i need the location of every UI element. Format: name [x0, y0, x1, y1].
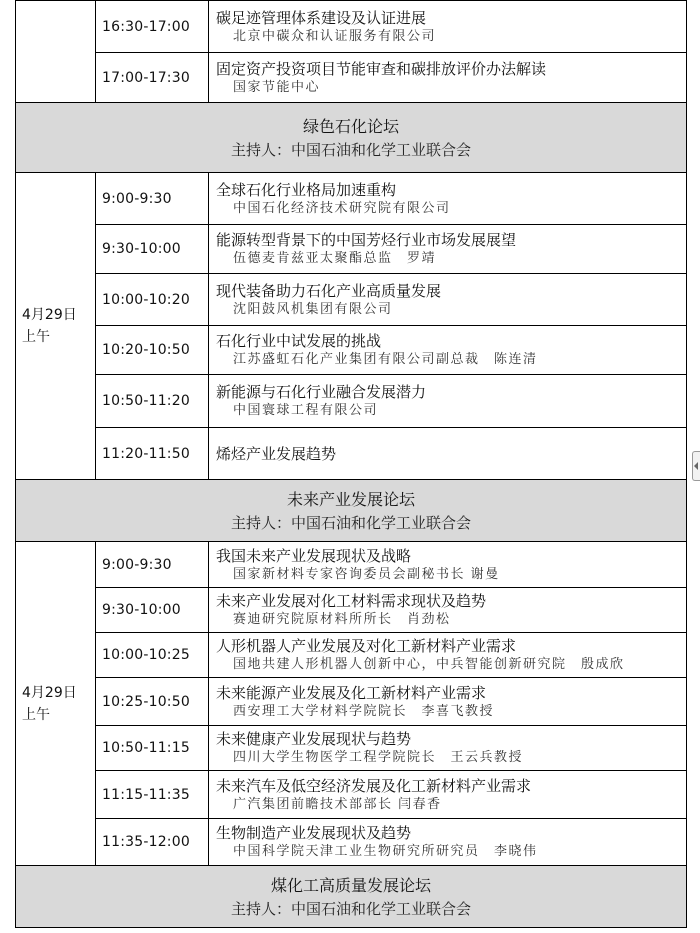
talk-speaker: 伍德麦肯兹亚太聚酯总监 罗靖 [233, 251, 437, 266]
talk-speaker: 国家新材料专家咨询委员会副秘书长 谢曼 [233, 566, 500, 582]
talk-title: 烯烃产业发展趋势 [216, 444, 337, 463]
topic-cell [209, 274, 687, 326]
topic-cell [209, 428, 687, 480]
forum-title: 煤化工高质量发展论坛 [270, 875, 431, 895]
time-cell: 10:20-10:50 [96, 326, 209, 375]
agenda-row [16, 53, 687, 103]
time-cell: 17:00-17:30 [96, 53, 209, 103]
talk-speaker: 四川大学生物医学工程学院院长 王云兵教授 [233, 750, 524, 765]
topic-cell [209, 633, 687, 678]
agenda-row [16, 428, 687, 480]
topic-cell [209, 588, 687, 633]
topic-cell [209, 1, 687, 53]
agenda-row [16, 819, 687, 866]
date-cell [16, 1, 96, 103]
agenda-row [16, 1, 687, 53]
time-cell: 11:20-11:50 [96, 428, 209, 480]
talk-speaker: 中国寰球工程有限公司 [233, 403, 379, 418]
talk-title: 未来健康产业发展现状与趋势 [216, 730, 412, 748]
topic-cell [209, 678, 687, 726]
topic-cell [209, 326, 687, 375]
time-cell: 9:30-10:00 [96, 588, 209, 633]
agenda-row [16, 726, 687, 771]
topic-cell [209, 819, 687, 866]
talk-title: 现代装备助力石化产业高质量发展 [216, 281, 442, 300]
time-cell: 10:25-10:50 [96, 678, 209, 726]
time-cell: 10:50-11:20 [96, 375, 209, 428]
agenda-row [16, 542, 687, 588]
forum-host: 主持人：中国石油和化学工业联合会 [230, 513, 471, 532]
topic-cell [209, 726, 687, 771]
forum-title: 未来产业发展论坛 [286, 489, 415, 509]
talk-speaker: 中国科学院天津工业生物研究所研究员 李晓伟 [233, 844, 538, 859]
agenda-body [16, 1, 687, 928]
talk-speaker: 江苏盛虹石化产业集团有限公司副总裁 陈连清 [233, 352, 538, 367]
talk-speaker: 北京中碳众和认证服务有限公司 [233, 28, 437, 44]
agenda-row [16, 771, 687, 819]
topic-cell [209, 173, 687, 225]
talk-speaker: 国地共建人形机器人创新中心，中兵智能创新研究院 殷成欣 [233, 657, 625, 672]
agenda-row [16, 326, 687, 375]
talk-speaker: 广汽集团前瞻技术部部长 闫春香 [233, 796, 442, 812]
agenda-row [16, 633, 687, 678]
talk-title: 未来能源产业发展及化工新材料产业需求 [216, 683, 487, 702]
date-cell: 4月29日上午 [16, 542, 96, 866]
talk-title: 我国未来产业发展现状及战略 [216, 546, 412, 565]
time-cell: 10:00-10:25 [96, 633, 209, 678]
talk-speaker: 西安理工大学材料学院院长 李喜飞教授 [233, 703, 495, 719]
forum-host: 主持人：中国石油和化学工业联合会 [230, 899, 471, 918]
talk-title: 能源转型背景下的中国芳烃行业市场发展展望 [216, 231, 517, 249]
forum-header-row [16, 103, 687, 173]
talk-title: 石化行业中试发展的挑战 [216, 332, 382, 350]
time-cell: 10:50-11:15 [96, 726, 209, 771]
time-cell: 9:30-10:00 [96, 225, 209, 274]
talk-title: 人形机器人产业发展及对化工新材料产业需求 [216, 637, 517, 655]
talk-title: 未来产业发展对化工材料需求现状及趋势 [216, 592, 487, 610]
talk-title: 全球石化行业格局加速重构 [216, 180, 397, 199]
agenda-row [16, 588, 687, 633]
talk-speaker: 中国石化经济技术研究院有限公司 [233, 200, 451, 216]
forum-header-cell [16, 103, 687, 173]
talk-title: 未来汽车及低空经济发展及化工新材料产业需求 [216, 776, 532, 795]
agenda-row [16, 173, 687, 225]
forum-header-row [16, 866, 687, 928]
forum-host: 主持人：中国石油和化学工业联合会 [230, 140, 471, 159]
forum-header-row [16, 480, 687, 542]
topic-cell [209, 375, 687, 428]
talk-title: 新能源与石化行业融合发展潜力 [216, 383, 427, 401]
talk-title: 碳足迹管理体系建设及认证进展 [216, 8, 427, 27]
time-cell: 9:00-9:30 [96, 173, 209, 225]
agenda-table [15, 0, 687, 928]
date-cell: 4月29日上午 [16, 173, 96, 480]
time-cell: 11:35-12:00 [96, 819, 209, 866]
time-cell: 9:00-9:30 [96, 542, 209, 588]
topic-cell [209, 225, 687, 274]
side-scroll-tab[interactable] [692, 451, 700, 481]
forum-header-cell [16, 866, 687, 928]
agenda-row [16, 274, 687, 326]
talk-title: 生物制造产业发展现状及趋势 [216, 824, 412, 842]
time-cell: 10:00-10:20 [96, 274, 209, 326]
agenda-row [16, 225, 687, 274]
topic-cell [209, 53, 687, 103]
topic-cell [209, 771, 687, 819]
topic-cell [209, 542, 687, 588]
agenda-row [16, 678, 687, 726]
time-cell: 11:15-11:35 [96, 771, 209, 819]
talk-speaker: 沈阳鼓风机集团有限公司 [233, 301, 393, 317]
talk-speaker: 国家节能中心 [233, 79, 321, 95]
talk-speaker: 赛迪研究院原材料所所长 肖劲松 [233, 612, 451, 627]
forum-header-cell [16, 480, 687, 542]
talk-title: 固定资产投资项目节能审查和碳排放评价办法解读 [216, 59, 547, 78]
time-cell: 16:30-17:00 [96, 1, 209, 53]
forum-title: 绿色石化论坛 [302, 116, 399, 136]
agenda-row [16, 375, 687, 428]
